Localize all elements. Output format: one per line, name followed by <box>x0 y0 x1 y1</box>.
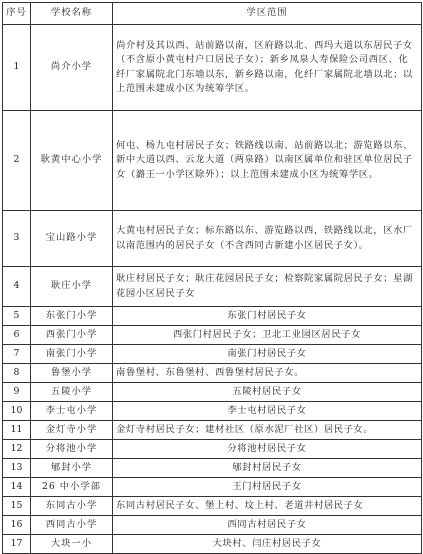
row-range: 南张门村居民子女 <box>113 345 422 364</box>
row-no: 13 <box>3 459 31 478</box>
row-school: 26 中小学部 <box>31 478 113 497</box>
row-school: 东同古小学 <box>31 497 113 516</box>
row-school: 金灯寺小学 <box>31 421 113 440</box>
row-no: 2 <box>3 111 31 211</box>
row-school: 西同古小学 <box>31 516 113 535</box>
table-row <box>3 345 422 364</box>
table-row <box>3 535 422 554</box>
table-row <box>3 25 422 111</box>
table-row <box>3 111 422 211</box>
row-range: 耿庄村居民子女；耿庄花园居民子女；检察院家属院居民子女；星湖花园小区居民子女 <box>113 267 422 307</box>
row-no: 1 <box>3 25 31 111</box>
row-range: 金灯寺村居民子女；建材社区（原水泥厂社区）居民子女。 <box>113 421 422 440</box>
row-range: 李士屯村居民子女 <box>113 402 422 421</box>
row-range: 东张门村居民子女 <box>113 307 422 326</box>
row-no: 3 <box>3 211 31 267</box>
row-range: 郇封村居民子女 <box>113 459 422 478</box>
row-range: 大黄屯村居民子女；标东路以东、游览路以西，铁路线以北，区水厂以南范围内的居民子女（不含西同古新建小区居民子女）。 <box>113 211 422 267</box>
row-range: 分将池村居民子女 <box>113 440 422 459</box>
row-school: 西张门小学 <box>31 326 113 345</box>
row-school: 鲁堡小学 <box>31 364 113 383</box>
row-range: 何屯、杨九屯村居民子女；铁路线以南、站前路以北；游览路以东、新中大道以西、云龙大道（两泉路）以南区属单位和驻区单位居民子女（潞王一小学区除外）；以上范围未建成小区为统筹学区。 <box>113 111 422 211</box>
header-school: 学校名称 <box>31 3 113 25</box>
row-range: 东同古村居民子女、堡上村、坟上村、老道井村居民子女 <box>113 497 422 516</box>
row-no: 5 <box>3 307 31 326</box>
table-row <box>3 440 422 459</box>
row-no: 9 <box>3 383 31 402</box>
row-no: 4 <box>3 267 31 307</box>
row-range: 大块村、闫庄村居民子女 <box>113 535 422 554</box>
row-school: 耿庄小学 <box>31 267 113 307</box>
row-school: 分将池小学 <box>31 440 113 459</box>
row-no: 14 <box>3 478 31 497</box>
row-no: 7 <box>3 345 31 364</box>
row-range: 南鲁堡村、东鲁堡村、西鲁堡村居民子女。 <box>113 364 422 383</box>
row-range: 五陵村居民子女 <box>113 383 422 402</box>
table-row <box>3 497 422 516</box>
table-row <box>3 402 422 421</box>
row-school: 大块一小 <box>31 535 113 554</box>
row-range: 西同古村居民子女 <box>113 516 422 535</box>
table-row <box>3 326 422 345</box>
table-row <box>3 383 422 402</box>
row-no: 17 <box>3 535 31 554</box>
header-range: 学区范围 <box>113 3 422 25</box>
row-no: 15 <box>3 497 31 516</box>
table-row <box>3 267 422 307</box>
table-row <box>3 364 422 383</box>
table-row <box>3 459 422 478</box>
table-row <box>3 478 422 497</box>
row-school: 东张门小学 <box>31 307 113 326</box>
row-school: 南张门小学 <box>31 345 113 364</box>
row-school: 李士屯小学 <box>31 402 113 421</box>
row-school: 郇封小学 <box>31 459 113 478</box>
table-row <box>3 421 422 440</box>
row-no: 10 <box>3 402 31 421</box>
row-no: 12 <box>3 440 31 459</box>
row-range: 王门村居民子女 <box>113 478 422 497</box>
row-no: 8 <box>3 364 31 383</box>
row-no: 11 <box>3 421 31 440</box>
row-school: 宝山路小学 <box>31 211 113 267</box>
table-header-row <box>3 3 422 25</box>
school-district-table <box>2 2 422 554</box>
row-school: 耿黄中心小学 <box>31 111 113 211</box>
row-school: 五陵小学 <box>31 383 113 402</box>
row-no: 16 <box>3 516 31 535</box>
table-row <box>3 516 422 535</box>
row-no: 6 <box>3 326 31 345</box>
row-range: 尚介村及其以西、站前路以南，区府路以北、西玛大道以东居民子女（不含原小黄屯村户口居民子女）；新乡凤泉人寿保险公司西区、化纤厂家属院北门东墙以东，新乡路以南，化纤厂家属院北墙以北；以上范围未建成小区为统筹学区。 <box>113 25 422 111</box>
row-range: 西张门村居民子女；卫北工业园区居民子女 <box>113 326 422 345</box>
header-no: 序号 <box>3 3 31 25</box>
table-row <box>3 307 422 326</box>
row-school: 尚介小学 <box>31 25 113 111</box>
table-row <box>3 211 422 267</box>
